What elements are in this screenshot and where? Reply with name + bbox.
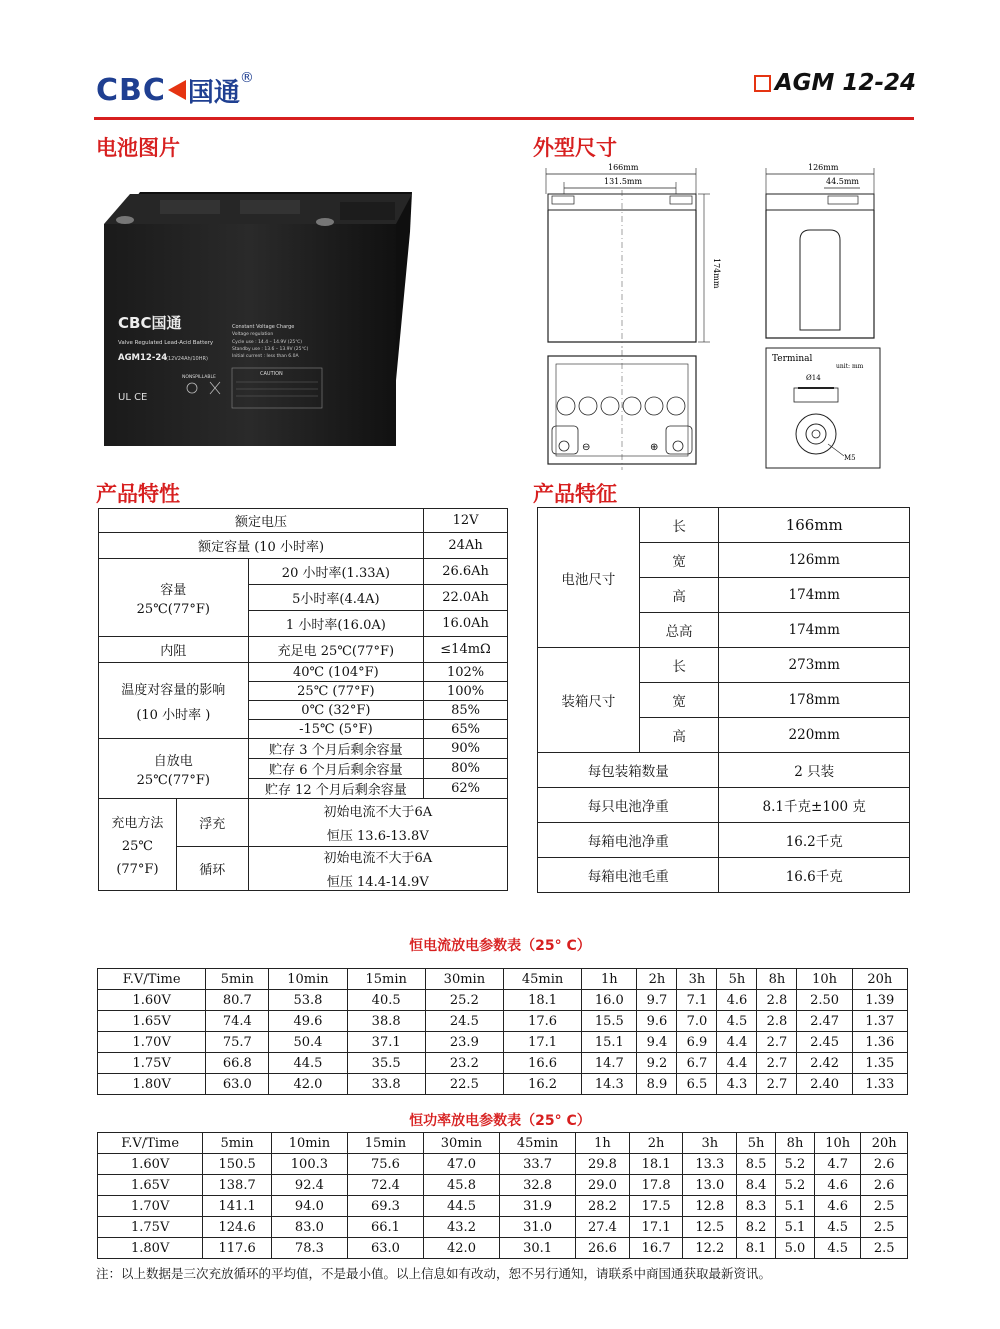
photo-brand: CBC国通 — [118, 314, 182, 332]
photo-charge-sub: Voltage regulation — [232, 332, 274, 337]
photo-caution: CAUTION — [260, 371, 283, 377]
flag-icon — [168, 80, 186, 100]
charge-title: 充电方法 — [111, 816, 164, 831]
column-header: 5h — [737, 1133, 776, 1154]
column-header: 10h — [814, 1133, 860, 1154]
table-cell: 31.9 — [500, 1196, 576, 1217]
logo-latin: CBC — [96, 72, 166, 108]
cp-table — [97, 1132, 908, 1259]
table-cell: 9.2 — [637, 1053, 677, 1074]
dim-front-inner: 131.5mm — [604, 177, 643, 186]
table-row — [99, 637, 508, 663]
column-header: 3h — [683, 1133, 737, 1154]
feature-value: 220mm — [719, 718, 910, 753]
table-cell: 2.5 — [861, 1217, 908, 1238]
cap-value: 26.6Ah — [424, 559, 508, 585]
table-cell: 2.5 — [861, 1196, 908, 1217]
table-row — [98, 990, 908, 1011]
photo-cycle: Cycle use : 14.4 – 14.9V (25℃) — [232, 340, 303, 345]
photo-charge-title: Constant Voltage Charge — [232, 324, 295, 330]
table-cell: 2.7 — [757, 1074, 797, 1095]
table-cell: 2.45 — [797, 1032, 852, 1053]
photo-model: AGM12-24 — [118, 353, 168, 363]
table-cell: 4.4 — [717, 1032, 757, 1053]
float-label: 浮充 — [176, 799, 248, 847]
sd-label — [99, 739, 249, 799]
sd-value: 90% — [424, 739, 508, 759]
table-cell: 4.6 — [717, 990, 757, 1011]
feature-key: 每包装箱数量 — [538, 753, 719, 788]
table-cell: 26.6 — [576, 1238, 630, 1259]
terminal-unit: unit: mm — [836, 363, 864, 370]
ir-label: 内阻 — [99, 637, 249, 663]
ir-value: ≤14mΩ — [424, 637, 508, 663]
table-cell: 13.3 — [683, 1154, 737, 1175]
table-cell: 18.1 — [629, 1154, 683, 1175]
charge-label — [99, 799, 177, 891]
feature-value: 2 只装 — [719, 753, 910, 788]
table-cell: 42.0 — [269, 1074, 347, 1095]
row-voltage: 1.70V — [98, 1032, 206, 1053]
table-row — [98, 1074, 908, 1095]
table-cell: 2.47 — [797, 1011, 852, 1032]
table-cell: 4.7 — [814, 1154, 860, 1175]
table-cell: 4.3 — [717, 1074, 757, 1095]
feature-key: 高 — [639, 718, 719, 753]
box-size-label: 装箱尺寸 — [538, 648, 640, 753]
table-cell: 25.2 — [425, 990, 503, 1011]
table-row — [538, 648, 910, 683]
table-cell: 63.0 — [347, 1238, 423, 1259]
table-cell: 24.5 — [425, 1011, 503, 1032]
table-row — [538, 858, 910, 893]
prop-value: 24Ah — [424, 533, 508, 559]
table-cell: 29.8 — [576, 1154, 630, 1175]
column-header: 8h — [776, 1133, 815, 1154]
table-cell: 75.7 — [206, 1032, 269, 1053]
table-cell: 6.9 — [677, 1032, 717, 1053]
column-header: 5h — [717, 969, 757, 990]
prop-label: 额定电压 — [99, 509, 424, 533]
model-heading — [754, 70, 916, 96]
footnote: 注：以上数据是三次充放循环的平均值，不是最小值。以上信息如有改动，恕不另行通知，请联系中商国通获取最新资讯。 — [96, 1266, 772, 1281]
sd-cond: 贮存 12 个月后剩余容量 — [248, 779, 424, 799]
photo-subtitle: Valve Regulated Lead-Acid Battery — [118, 340, 214, 346]
column-header: 20h — [861, 1133, 908, 1154]
feature-value: 166mm — [719, 508, 910, 543]
feature-value: 16.2千克 — [719, 823, 910, 858]
table-row — [99, 509, 508, 533]
table-row — [98, 1053, 908, 1074]
table-row — [98, 1032, 908, 1053]
table-cell: 1.36 — [852, 1032, 907, 1053]
table-cell: 44.5 — [269, 1053, 347, 1074]
cap-rate: 1 小时率(16.0A) — [248, 611, 424, 637]
feature-value: 174mm — [719, 613, 910, 648]
cycle-label: 循环 — [176, 847, 248, 891]
table-cell: 2.8 — [757, 1011, 797, 1032]
temp-value: 102% — [424, 663, 508, 682]
table-cell: 124.6 — [203, 1217, 272, 1238]
row-voltage: 1.70V — [98, 1196, 203, 1217]
table-row — [98, 1154, 908, 1175]
photo-initial: Initial current : less than 6.0A — [232, 354, 299, 359]
temp-cond: -15℃ (5°F) — [248, 720, 424, 739]
dimension-drawing — [538, 158, 910, 478]
header-rule — [94, 117, 914, 120]
table-row — [538, 508, 910, 543]
table-cell: 8.4 — [737, 1175, 776, 1196]
feature-key: 每箱电池净重 — [538, 823, 719, 858]
capacity-title: 容量 — [160, 582, 187, 598]
table-cell: 66.8 — [206, 1053, 269, 1074]
row-voltage: 1.65V — [98, 1175, 203, 1196]
feature-key: 每箱电池毛重 — [538, 858, 719, 893]
cp-table-title: 恒功率放电参数表（25° C） — [409, 1113, 591, 1129]
column-header: 1h — [582, 969, 637, 990]
photo-standby: Standby use : 13.6 – 13.9V (25℃) — [232, 347, 309, 352]
cap-value: 22.0Ah — [424, 585, 508, 611]
feature-key: 总高 — [639, 613, 719, 648]
table-cell: 17.8 — [629, 1175, 683, 1196]
table-cell: 53.8 — [269, 990, 347, 1011]
dim-height: 174mm — [712, 258, 721, 289]
temp-value: 85% — [424, 701, 508, 720]
table-cell: 17.1 — [629, 1217, 683, 1238]
table-cell: 2.8 — [757, 990, 797, 1011]
table-cell: 2.42 — [797, 1053, 852, 1074]
temp-cond: 40℃ (104°F) — [248, 663, 424, 682]
table-cell: 17.6 — [503, 1011, 581, 1032]
capacity-temp: 25℃(77°F) — [136, 601, 210, 617]
column-header: 45min — [500, 1133, 576, 1154]
table-cell: 1.35 — [852, 1053, 907, 1074]
column-header: 20h — [852, 969, 907, 990]
table-cell: 75.6 — [347, 1154, 423, 1175]
table-cell: 4.5 — [717, 1011, 757, 1032]
row-voltage: 1.80V — [98, 1238, 203, 1259]
sd-value: 80% — [424, 759, 508, 779]
table-cell: 138.7 — [203, 1175, 272, 1196]
column-header: 15min — [347, 969, 425, 990]
table-cell: 7.0 — [677, 1011, 717, 1032]
table-cell: 7.1 — [677, 990, 717, 1011]
battery-size-label: 电池尺寸 — [538, 508, 640, 648]
table-cell: 12.8 — [683, 1196, 737, 1217]
table-cell: 15.1 — [582, 1032, 637, 1053]
features-table — [537, 507, 910, 893]
table-cell: 2.50 — [797, 990, 852, 1011]
temp-sub: (10 小时率 ) — [136, 707, 211, 723]
table-cell: 4.5 — [814, 1217, 860, 1238]
table-cell: 37.1 — [347, 1032, 425, 1053]
cap-rate: 5小时率(4.4A) — [248, 585, 424, 611]
table-cell: 4.6 — [814, 1196, 860, 1217]
column-header: 45min — [503, 969, 581, 990]
table-cell: 72.4 — [347, 1175, 423, 1196]
table-cell: 63.0 — [206, 1074, 269, 1095]
cc-table — [97, 968, 908, 1095]
table-cell: 43.2 — [423, 1217, 499, 1238]
feature-key: 每只电池净重 — [538, 788, 719, 823]
table-cell: 16.0 — [582, 990, 637, 1011]
registered-mark: ® — [239, 70, 254, 86]
column-header: F.V/Time — [98, 969, 206, 990]
feature-value: 126mm — [719, 543, 910, 578]
column-header: 10h — [797, 969, 852, 990]
capacity-label — [99, 559, 249, 637]
temp-cond: 0℃ (32°F) — [248, 701, 424, 720]
cycle-line-2: 恒压 14.4-14.9V — [326, 875, 429, 890]
logo-cn: 国通 — [187, 77, 240, 108]
table-cell: 42.0 — [423, 1238, 499, 1259]
row-voltage: 1.75V — [98, 1217, 203, 1238]
table-cell: 6.5 — [677, 1074, 717, 1095]
temp-value: 65% — [424, 720, 508, 739]
table-cell: 9.7 — [637, 990, 677, 1011]
feature-key: 长 — [639, 508, 719, 543]
temp-cond: 25℃ (77°F) — [248, 682, 424, 701]
properties-table — [98, 508, 508, 891]
table-cell: 49.6 — [269, 1011, 347, 1032]
table-cell: 4.4 — [717, 1053, 757, 1074]
table-cell: 17.1 — [503, 1032, 581, 1053]
table-cell: 5.0 — [776, 1238, 815, 1259]
table-row — [99, 663, 508, 682]
table-cell: 9.6 — [637, 1011, 677, 1032]
column-header: 8h — [757, 969, 797, 990]
table-cell: 8.2 — [737, 1217, 776, 1238]
table-row — [538, 788, 910, 823]
column-header: 2h — [629, 1133, 683, 1154]
table-cell: 30.1 — [500, 1238, 576, 1259]
table-cell: 69.3 — [347, 1196, 423, 1217]
table-row — [99, 559, 508, 585]
terminal-title: Terminal — [772, 354, 813, 364]
table-cell: 16.7 — [629, 1238, 683, 1259]
table-cell: 16.6 — [503, 1053, 581, 1074]
prop-label: 额定容量 (10 小时率) — [99, 533, 424, 559]
table-cell: 27.4 — [576, 1217, 630, 1238]
column-header: F.V/Time — [98, 1133, 203, 1154]
table-cell: 22.5 — [425, 1074, 503, 1095]
row-voltage: 1.60V — [98, 990, 206, 1011]
dim-front-width: 166mm — [608, 163, 639, 172]
feature-value: 178mm — [719, 683, 910, 718]
feature-value: 273mm — [719, 648, 910, 683]
table-cell: 2.6 — [861, 1175, 908, 1196]
ir-cond: 充足电 25℃(77°F) — [248, 637, 424, 663]
table-row — [98, 1011, 908, 1032]
table-cell: 100.3 — [271, 1154, 347, 1175]
table-cell: 1.39 — [852, 990, 907, 1011]
table-cell: 35.5 — [347, 1053, 425, 1074]
plus-icon: ⊕ — [650, 442, 659, 453]
table-cell: 23.2 — [425, 1053, 503, 1074]
table-cell: 5.2 — [776, 1154, 815, 1175]
table-cell: 4.6 — [814, 1175, 860, 1196]
column-header: 10min — [271, 1133, 347, 1154]
table-cell: 5.1 — [776, 1217, 815, 1238]
table-cell: 33.7 — [500, 1154, 576, 1175]
cap-rate: 20 小时率(1.33A) — [248, 559, 424, 585]
table-row — [98, 1175, 908, 1196]
table-cell: 94.0 — [271, 1196, 347, 1217]
column-header: 3h — [677, 969, 717, 990]
battery-photo — [100, 182, 420, 447]
table-row — [99, 533, 508, 559]
brand-logo — [96, 70, 254, 110]
table-cell: 141.1 — [203, 1196, 272, 1217]
cap-value: 16.0Ah — [424, 611, 508, 637]
sd-title: 自放电 — [153, 753, 193, 769]
table-cell: 2.7 — [757, 1053, 797, 1074]
dim-side-width: 126mm — [808, 163, 839, 172]
table-cell: 14.7 — [582, 1053, 637, 1074]
row-voltage: 1.60V — [98, 1154, 203, 1175]
table-row — [98, 1196, 908, 1217]
table-cell: 5.2 — [776, 1175, 815, 1196]
prop-value: 12V — [424, 509, 508, 533]
photo-title: 电池图片 — [96, 136, 180, 160]
photo-model-note: (12V24Ah/10HR) — [166, 356, 208, 362]
table-row — [538, 823, 910, 858]
table-cell: 2.5 — [861, 1238, 908, 1259]
sd-value: 62% — [424, 779, 508, 799]
minus-icon: ⊖ — [582, 442, 591, 453]
temp-title: 温度对容量的影响 — [121, 682, 226, 698]
table-cell: 78.3 — [271, 1238, 347, 1259]
float-values — [248, 799, 507, 847]
column-header: 10min — [269, 969, 347, 990]
checkbox-icon — [754, 75, 771, 92]
table-cell: 44.5 — [423, 1196, 499, 1217]
cycle-line-1: 初始电流不大于6A — [323, 851, 433, 866]
table-cell: 50.4 — [269, 1032, 347, 1053]
table-cell: 47.0 — [423, 1154, 499, 1175]
table-cell: 12.2 — [683, 1238, 737, 1259]
table-header-row — [98, 969, 908, 990]
table-cell: 23.9 — [425, 1032, 503, 1053]
table-cell: 83.0 — [271, 1217, 347, 1238]
terminal-bolt: M5 — [844, 454, 856, 462]
table-cell: 9.4 — [637, 1032, 677, 1053]
column-header: 5min — [203, 1133, 272, 1154]
table-cell: 74.4 — [206, 1011, 269, 1032]
photo-nonspillable: NONSPILLABLE — [182, 375, 216, 380]
table-cell: 4.5 — [814, 1238, 860, 1259]
table-cell: 66.1 — [347, 1217, 423, 1238]
column-header: 2h — [637, 969, 677, 990]
row-voltage: 1.80V — [98, 1074, 206, 1095]
row-voltage: 1.65V — [98, 1011, 206, 1032]
table-row — [98, 1217, 908, 1238]
float-line-2: 恒压 13.6-13.8V — [326, 829, 429, 844]
feature-key: 宽 — [639, 683, 719, 718]
dims-title: 外型尺寸 — [533, 136, 617, 160]
table-cell: 29.0 — [576, 1175, 630, 1196]
features-title: 产品特征 — [533, 482, 617, 506]
table-cell: 17.5 — [629, 1196, 683, 1217]
table-cell: 8.5 — [737, 1154, 776, 1175]
table-cell: 1.33 — [852, 1074, 907, 1095]
feature-key: 宽 — [639, 543, 719, 578]
terminal-diameter: Ø14 — [806, 374, 821, 382]
table-cell: 150.5 — [203, 1154, 272, 1175]
column-header: 30min — [423, 1133, 499, 1154]
dim-side-inner: 44.5mm — [826, 177, 859, 186]
feature-key: 高 — [639, 578, 719, 613]
table-cell: 92.4 — [271, 1175, 347, 1196]
table-cell: 12.5 — [683, 1217, 737, 1238]
charge-temp-c: 25℃ — [121, 839, 153, 854]
table-cell: 5.1 — [776, 1196, 815, 1217]
table-cell: 117.6 — [203, 1238, 272, 1259]
table-cell: 2.40 — [797, 1074, 852, 1095]
feature-value: 174mm — [719, 578, 910, 613]
table-cell: 6.7 — [677, 1053, 717, 1074]
table-cell: 80.7 — [206, 990, 269, 1011]
table-cell: 33.8 — [347, 1074, 425, 1095]
table-cell: 38.8 — [347, 1011, 425, 1032]
table-row — [99, 799, 508, 847]
table-cell: 8.1 — [737, 1238, 776, 1259]
sd-cond: 贮存 3 个月后剩余容量 — [248, 739, 424, 759]
column-header: 30min — [425, 969, 503, 990]
table-cell: 8.3 — [737, 1196, 776, 1217]
table-cell: 16.2 — [503, 1074, 581, 1095]
cycle-values — [248, 847, 507, 891]
feature-value: 8.1千克±100 克 — [719, 788, 910, 823]
table-cell: 32.8 — [500, 1175, 576, 1196]
table-cell: 45.8 — [423, 1175, 499, 1196]
table-cell: 28.2 — [576, 1196, 630, 1217]
table-cell: 18.1 — [503, 990, 581, 1011]
column-header: 5min — [206, 969, 269, 990]
charge-temp-f: (77°F) — [116, 862, 159, 877]
table-cell: 13.0 — [683, 1175, 737, 1196]
column-header: 1h — [576, 1133, 630, 1154]
temp-value: 100% — [424, 682, 508, 701]
table-row — [99, 739, 508, 759]
table-cell: 31.0 — [500, 1217, 576, 1238]
table-header-row — [98, 1133, 908, 1154]
table-cell: 2.6 — [861, 1154, 908, 1175]
sd-cond: 贮存 6 个月后剩余容量 — [248, 759, 424, 779]
table-cell: 15.5 — [582, 1011, 637, 1032]
table-cell: 40.5 — [347, 990, 425, 1011]
column-header: 15min — [347, 1133, 423, 1154]
feature-value: 16.6千克 — [719, 858, 910, 893]
cc-table-title: 恒电流放电参数表（25° C） — [409, 938, 591, 954]
row-voltage: 1.75V — [98, 1053, 206, 1074]
table-row — [98, 1238, 908, 1259]
props-title: 产品特性 — [96, 482, 180, 506]
sd-temp: 25℃(77°F) — [136, 772, 210, 788]
table-cell: 14.3 — [582, 1074, 637, 1095]
float-line-1: 初始电流不大于6A — [323, 805, 433, 820]
table-cell: 8.9 — [637, 1074, 677, 1095]
photo-marks: UL CE — [118, 392, 148, 403]
table-row — [538, 753, 910, 788]
feature-key: 长 — [639, 648, 719, 683]
model-name: AGM 12-24 — [774, 70, 916, 96]
table-cell: 2.7 — [757, 1032, 797, 1053]
table-cell: 1.37 — [852, 1011, 907, 1032]
temp-label — [99, 663, 249, 739]
